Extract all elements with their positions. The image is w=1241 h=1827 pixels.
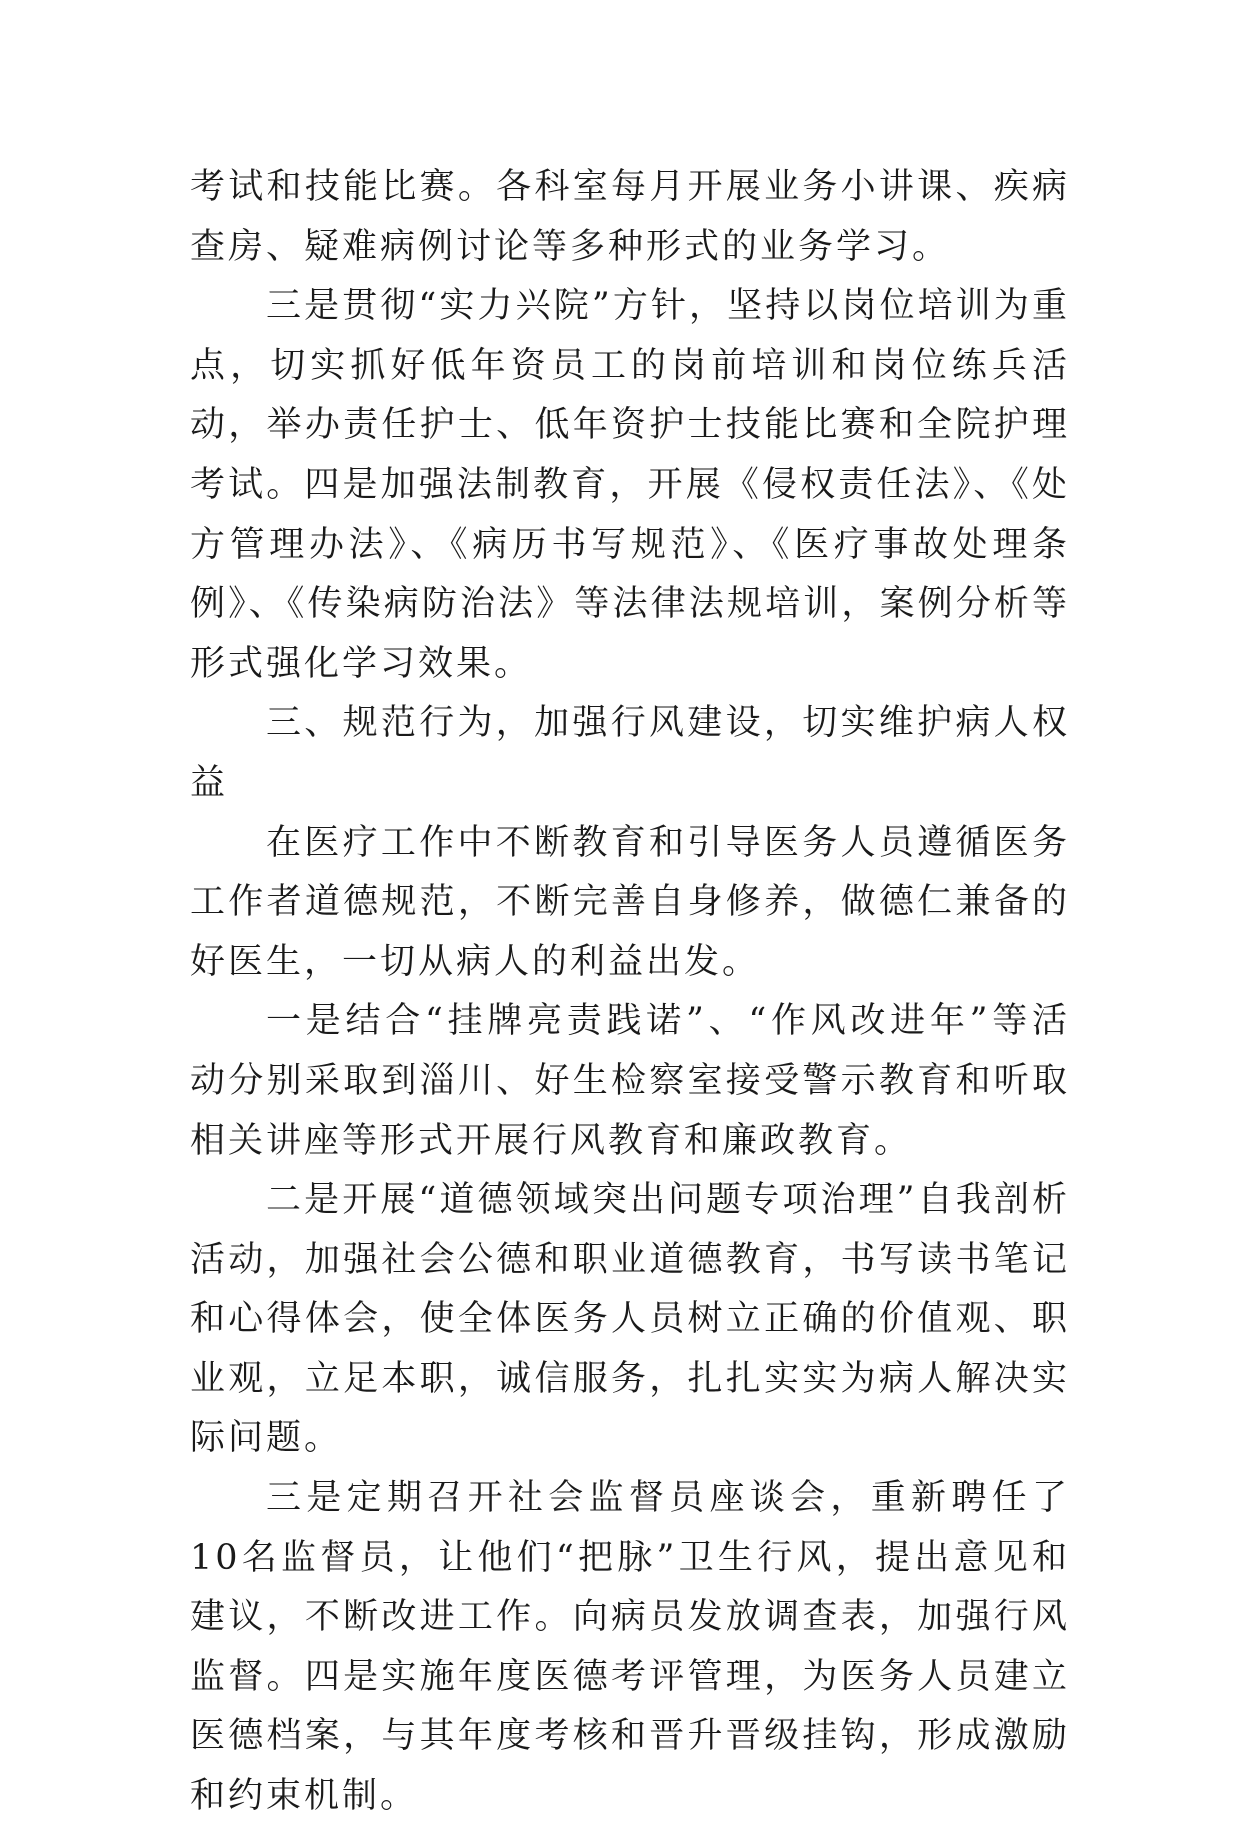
document-body: [190, 158, 1070, 1827]
paragraph-ethics-intro: 在医疗工作中不断教育和引导医务人员遵循医务工作者道德规范，不断完善自身修养，做德仁兼备的好医生，一切从病人的利益出发。: [190, 822, 1070, 982]
paragraph-point-three: 三是定期召开社会监督员座谈会，重新聘任了10名监督员，让他们“把脉”卫生行风，提出意见和建议，不断改进工作。向病员发放调查表，加强行风监督。四是实施年度医德考评管理，为医务人员建立医德档案，与其年度考核和晋升晋级挂钩，形成激励和约束机制。: [190, 1478, 1070, 1817]
section-heading: 三、规范行为，加强行风建设，切实维护病人权益: [190, 703, 1070, 803]
paragraph-continuation: 考试和技能比赛。各科室每月开展业务小讲课、疾病查房、疑难病例讨论等多种形式的业务学习。: [190, 167, 1070, 267]
paragraph-point-one: 一是结合“挂牌亮责践诺”、“作风改进年”等活动分别采取到淄川、好生检察室接受警示教育和听取相关讲座等形式开展行风教育和廉政教育。: [190, 1001, 1070, 1161]
paragraph-point-two: 二是开展“道德领域突出问题专项治理”自我剖析活动，加强社会公德和职业道德教育，书写读书笔记和心得体会，使全体医务人员树立正确的价值观、职业观，立足本职，诚信服务，扎扎实实为病人解决实际问题。: [190, 1180, 1070, 1459]
paragraph-training: 三是贯彻“实力兴院”方针，坚持以岗位培训为重点，切实抓好低年资员工的岗前培训和岗位练兵活动，举办责任护士、低年资护士技能比赛和全院护理考试。四是加强法制教育，开展《侵权责任法》、《处方管理办法》、《病历书写规范》、《医疗事故处理条例》、《传染病防治法》等法律法规培训，案例分析等形式强化学习效果。: [190, 286, 1070, 684]
